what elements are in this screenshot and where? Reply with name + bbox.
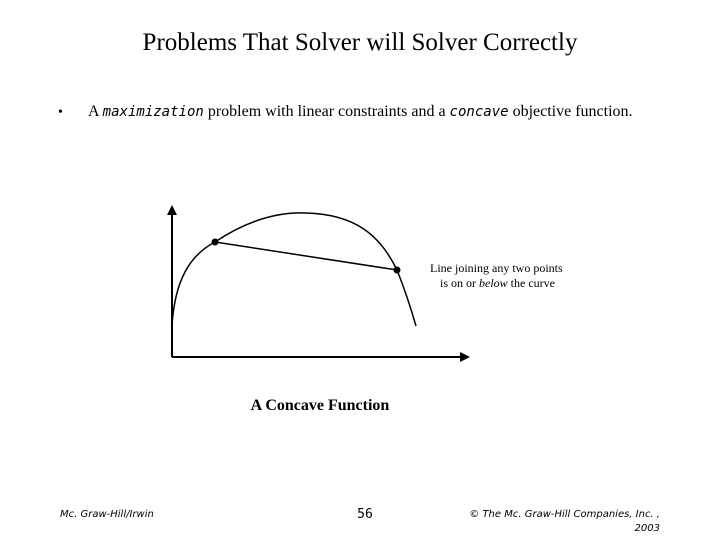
chord-annotation-line1: Line joining any two points (430, 261, 563, 275)
chord-annotation-line2 (440, 276, 555, 290)
bullet-text-part: A (88, 103, 103, 120)
emphasis-concave: concave (449, 104, 509, 120)
slide-title: Problems That Solver will Solver Correctly (142, 29, 578, 56)
chord-line (215, 242, 397, 270)
footer-publisher: Mc. Graw-Hill/Irwin (60, 509, 154, 520)
footer-copyright: © The Mc. Graw-Hill Companies, Inc. , 2003 (469, 509, 660, 534)
annotation-emphasis: below (479, 276, 508, 290)
annotation-text: the curve (507, 276, 555, 290)
chord-point-right (394, 267, 401, 274)
emphasis-maximization: maximization (102, 104, 204, 120)
chord-point-left (212, 239, 219, 246)
annotation-text: is on or (440, 276, 479, 290)
bullet-text-part: objective function. (508, 103, 633, 120)
bullet-text-part: problem with linear constraints and a (203, 103, 450, 120)
figure-caption: A Concave Function (250, 397, 390, 414)
concave-curve (172, 213, 416, 326)
bullet-marker: • (58, 105, 63, 120)
page-number: 56 (357, 507, 373, 522)
